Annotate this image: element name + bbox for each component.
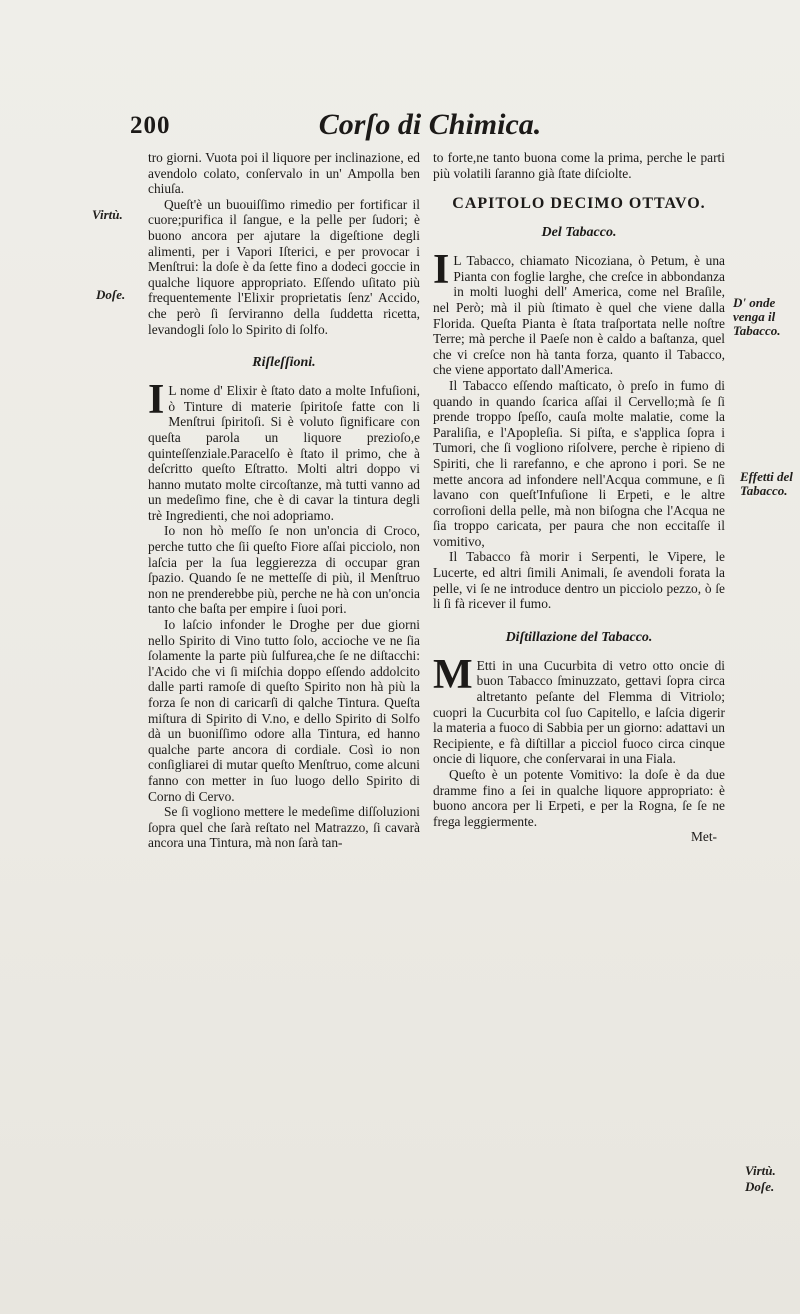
dropcap-paragraph (433, 247, 725, 378)
margin-note-dose-right: Doſe. (745, 1179, 775, 1194)
running-title: Corſo di Chimica. (318, 108, 542, 141)
paragraph: Io non hò meſſo ſe non un'oncia di Croco, perche tutto che ſii queſto Fiore aſſai picciolo, non laſcia per la ſua leggierezza di occupar gran ſpazio. Quando ſe ne metteſſe di più, il Menſtruo non ne prenderebbe più, perche ne hà con un'oncia tanto che baſta per empire i ſuoi pori. (148, 523, 420, 617)
margin-note-effetti-tabacco: Effetti del Tabacco. (740, 469, 793, 498)
margin-note-virtu: Virtù. (92, 207, 123, 222)
paragraph: Io laſcio infonder le Droghe per due giorni nello Spirito di Vino tutto ſolo, accioche ve ne ſia ſolamente la parte più ſulfurea,che ſe ne diſtacchi: l'Acido che vi ſi miſchia doppo eſſendo addolcito dalle parti ramoſe di queſto Spirito non hà più la forza ſe non di caricarſi di qalche Tintura. Queſta miſtura di Spirito di V.no, e dello Spirito di Solfo dà un buoniſſimo odore alla Tintura, ed hanno qualche parte ancora di cordiale. Così io non conſigliarei di mutar queſto Menſtruo, come alcuni fanno con metter in ſuo luogo dello Spirito di Corno di Cervo. (148, 617, 420, 804)
paragraph: Se ſi vogliono mettere le medeſime diſſoluzioni ſopra quel che ſarà reſtato nel Matrazzo, ſi cavarà ancora una Tintura, mà non ſarà tan- (148, 804, 420, 851)
chapter-title: CAPITOLO DECIMO OTTAVO. (452, 195, 706, 213)
margin-note-virtu-right: Virtù. (745, 1163, 776, 1178)
paragraph: tro giorni. Vuota poi il liquore per inclinazione, ed avendolo colato, conſervalo in un' Ampolla ben chiuſa. (148, 150, 420, 197)
dropcap: I (433, 247, 450, 294)
dropcap-paragraph (148, 377, 420, 523)
dropcap: M (433, 651, 473, 698)
right-column (433, 150, 725, 845)
page-number: 200 (130, 112, 171, 139)
paragraph: to forte,ne tanto buona come la prima, perche le parti più volatili ſaranno già ſtate diſciolte. (433, 150, 725, 181)
paragraph: Queſt'è un buouiſſimo rimedio per fortificar il cuore;purifica il ſangue, e la pelle per ſudori; è buono ancora per ajutare la digeſtione degli alimenti, per i Vapori Iſterici, e per provocar i Menſtrui: la doſe è da ſette fino a dodeci goccie in qualche liquore appropriato. Eſſendo uſitato più frequentemente l'Elixir proprietatis ſenz' Accido, che però ſi ſerviranno della ſuddetta ricetta, levandogli ſolo lo Spirito di ſolfo. (148, 196, 420, 337)
paragraph: Etti in una Cucurbita di vetro otto oncie di buon Tabacco ſminuzzato, gettavi ſopra circa altretanto peſante del Flemma di Vitriolo; cuopri la Cucurbita col ſuo Capitello, e laſcia digerir la materia a fuoco di Sabbia per un giorno: adattavi un Recipiente, e fà diſtillar a picciol fuoco circa cinque oncie di liquore, che conſervarai in una Fiala. (433, 657, 725, 767)
section-subheading: Diſtillazione del Tabacco. (505, 629, 653, 645)
dropcap: I (148, 377, 165, 424)
section-subheading: Riſleſſioni. (252, 355, 316, 371)
paragraph: L nome d' Elixir è ſtato dato a molte Infuſioni, ò Tinture di materie ſpiritoſe fatte con li Menſtrui ſpiritoſi. Si è voluto ſignificare con queſta parola un liquore prezioſo,e quinteſſenziale.Paracelſo è ſtato il primo, che à deſcritto queſto Eſtratto. Molti altri doppo vi hanno mutato molte circoſtanze, mà tutti vanno ad un medeſimo fine, che è di cavar la tintura degli trè Ingredienti, che noi adopriamo. (148, 383, 420, 523)
paragraph: Queſto è un potente Vomitivo: la doſe è da due dramme fino a ſei in qualche liquore appropriato: è buono ancora per li Erpeti, e per la Rogna, ſe ſe ne frega leggiermente. (433, 767, 725, 829)
left-column (148, 150, 420, 851)
page-header (130, 108, 730, 148)
margin-note-dose: Doſe. (96, 287, 126, 302)
margin-note-onde-tabacco: D' onde venga il Tabacco. (733, 295, 781, 338)
paragraph: Il Tabacco fà morir i Serpenti, le Vipere, le Lucerte, ed altri ſimili Animali, ſe avendoli forata la pelle, vi ſe ne introduce dentro un picciolo pezzo, ò ſe li ſi fà ricever il fumo. (433, 549, 725, 612)
section-subheading: Del Tabacco. (541, 225, 617, 241)
paragraph: Il Tabacco eſſendo maſticato, ò preſo in fumo di quando in quando ſcarica aſſai il Cervello;mà ſe ſi prende troppo ſpeſſo, cauſa molte malatie, come la Paraliſia, e l'Apopleſia. Si piſta, e s'applica ſopra i Tumori, che ſi vogliono riſolvere, perche è ripieno di Spiriti, che li rarefanno, e che aprono i pori. Se ne mette ancora ad infondere nell'Acqua commune, e ſi lavano con queſt'Infuſione li Erpeti, e le altre corroſioni della pelle, mà non biſogna che l'Acqua ne ſia troppo caricata, per paura che non eccitaſſe il vomitivo, (433, 377, 725, 549)
catchword: Met- (690, 829, 717, 845)
paragraph: L Tabacco, chiamato Nicoziana, ò Petum, è una Pianta con foglie larghe, che creſce in abbondanza in molti luoghi dell' America, come nel Braſile, nel Però; mà il più ſtimato è quel che viene dalla Florida. Queſta Pianta è ſtata traſportata nelle noſtre Terre; mà perche il Paeſe non è caldo a baſtanza, quel che vi creſce non hà tanta forza, quanto il Tabacco, che viene apportato dall'America. (433, 253, 725, 378)
dropcap-paragraph (433, 651, 725, 767)
